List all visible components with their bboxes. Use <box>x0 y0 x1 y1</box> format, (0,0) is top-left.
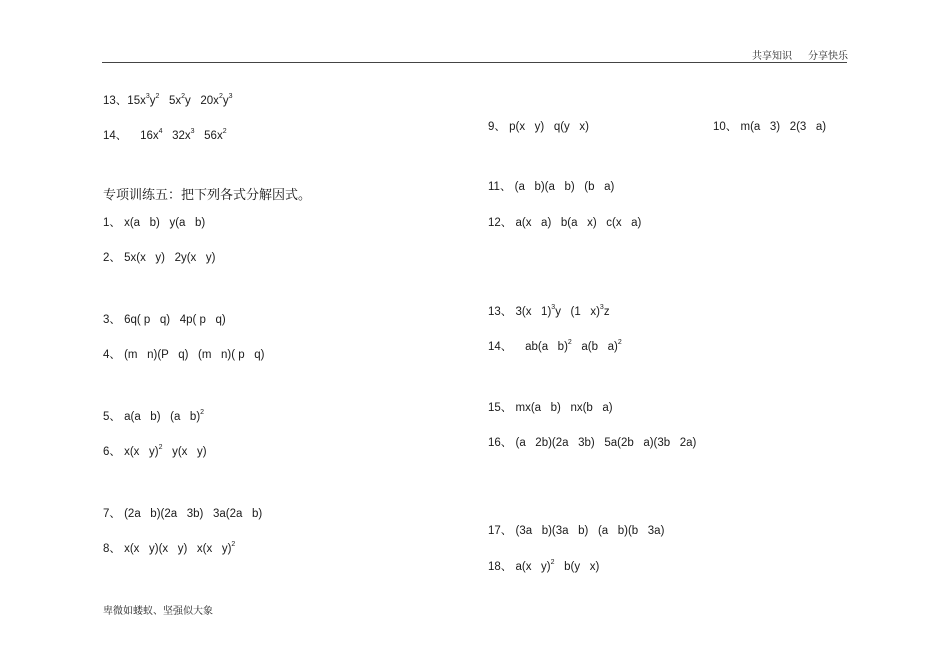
problem-number: 5、 <box>103 411 121 423</box>
problem-expression: (2a b)(2a 3b) 3a(2a b) <box>120 508 263 520</box>
problem-item <box>103 445 207 459</box>
problem-number: 9、 <box>488 121 506 133</box>
problem-item <box>488 340 622 354</box>
problem-expression: p(x y) q(y x) <box>505 121 589 133</box>
problem-expression: $16x^4$ $32x^3$ $56x^2$ <box>127 128 227 142</box>
problem-expression: x(a b) y(a b) <box>120 217 206 229</box>
header-divider <box>102 62 847 63</box>
problem-item <box>488 524 664 538</box>
problem-number: 10、 <box>713 121 738 133</box>
problem-item <box>103 313 226 327</box>
problem-expression: a(x a) b(a x) c(x a) <box>512 217 642 229</box>
header-right-text: 分享快乐 <box>808 51 848 62</box>
problem-item <box>103 216 205 230</box>
header-left-text: 共享知识 <box>752 51 792 62</box>
problem-number: 17、 <box>488 525 513 537</box>
problem-item <box>103 410 204 424</box>
problem-item <box>488 436 696 450</box>
problem-expression: (a 2b)(2a 3b) 5a(2b a)(3b 2a) <box>512 437 697 449</box>
problem-expression: (m n)(P q) (m n)( p q) <box>120 349 265 361</box>
problem-expression: 3(x 1)$^3$y (1 x)$^3$z <box>512 304 610 318</box>
problem-number: 11、 <box>488 181 512 193</box>
problem-number: 16、 <box>488 437 513 449</box>
problem-number: 18、 <box>488 561 513 573</box>
problem-number: 3、 <box>103 314 121 326</box>
problem-item <box>103 129 227 143</box>
problem-item <box>488 216 641 230</box>
problem-expression: (3a b)(3a b) (a b)(b 3a) <box>512 525 665 537</box>
problem-expression: mx(a b) nx(b a) <box>512 402 613 414</box>
problem-expression: x(x y)(x y) x(x y)$^2$ <box>120 541 236 555</box>
problem-number: 8、 <box>103 543 121 555</box>
problem-number: 6、 <box>103 446 121 458</box>
problem-expression: $15x^3y^2$ $5x^2y$ $20x^2y^3$ <box>127 93 233 107</box>
problem-expression: 5x(x y) 2y(x y) <box>120 252 216 264</box>
problem-number: 13、 <box>488 306 513 318</box>
problem-expression: a(a b) (a b)$^2$ <box>120 409 205 423</box>
problem-item <box>103 507 262 521</box>
problem-number: 15、 <box>488 402 513 414</box>
problem-number: 14、 <box>103 130 128 142</box>
problem-expression: 6q( p q) 4p( p q) <box>120 314 226 326</box>
problem-item <box>488 305 610 319</box>
problem-number: 13、 <box>103 95 128 107</box>
problem-expression: a(x y)$^2$ b(y x) <box>512 559 600 573</box>
problem-item <box>103 94 233 108</box>
problem-expression: m(a 3) 2(3 a) <box>737 121 827 133</box>
problem-item <box>103 348 264 362</box>
section-title: 专项训练五：把下列各式分解因式。 <box>103 188 312 203</box>
problem-number: 2、 <box>103 252 121 264</box>
problem-item <box>488 401 613 415</box>
problem-number: 14、 <box>488 341 513 353</box>
problem-item <box>103 251 215 265</box>
problem-number: 7、 <box>103 508 121 520</box>
problem-item <box>488 560 599 574</box>
problem-expression: (a b)(a b) (b a) <box>511 181 615 193</box>
problem-item <box>103 542 235 556</box>
problem-expression: ab(a b)$^2$ a(b a)$^2$ <box>512 339 622 353</box>
problem-item <box>488 180 614 194</box>
footer-text: 卑微如蝼蚁、坚强似大象 <box>103 606 213 617</box>
problem-item <box>488 120 589 134</box>
problem-number: 12、 <box>488 217 513 229</box>
problem-number: 4、 <box>103 349 121 361</box>
problem-expression: x(x y)$^2$ y(x y) <box>120 444 207 458</box>
problem-number: 1、 <box>103 217 121 229</box>
problem-item <box>713 120 826 134</box>
